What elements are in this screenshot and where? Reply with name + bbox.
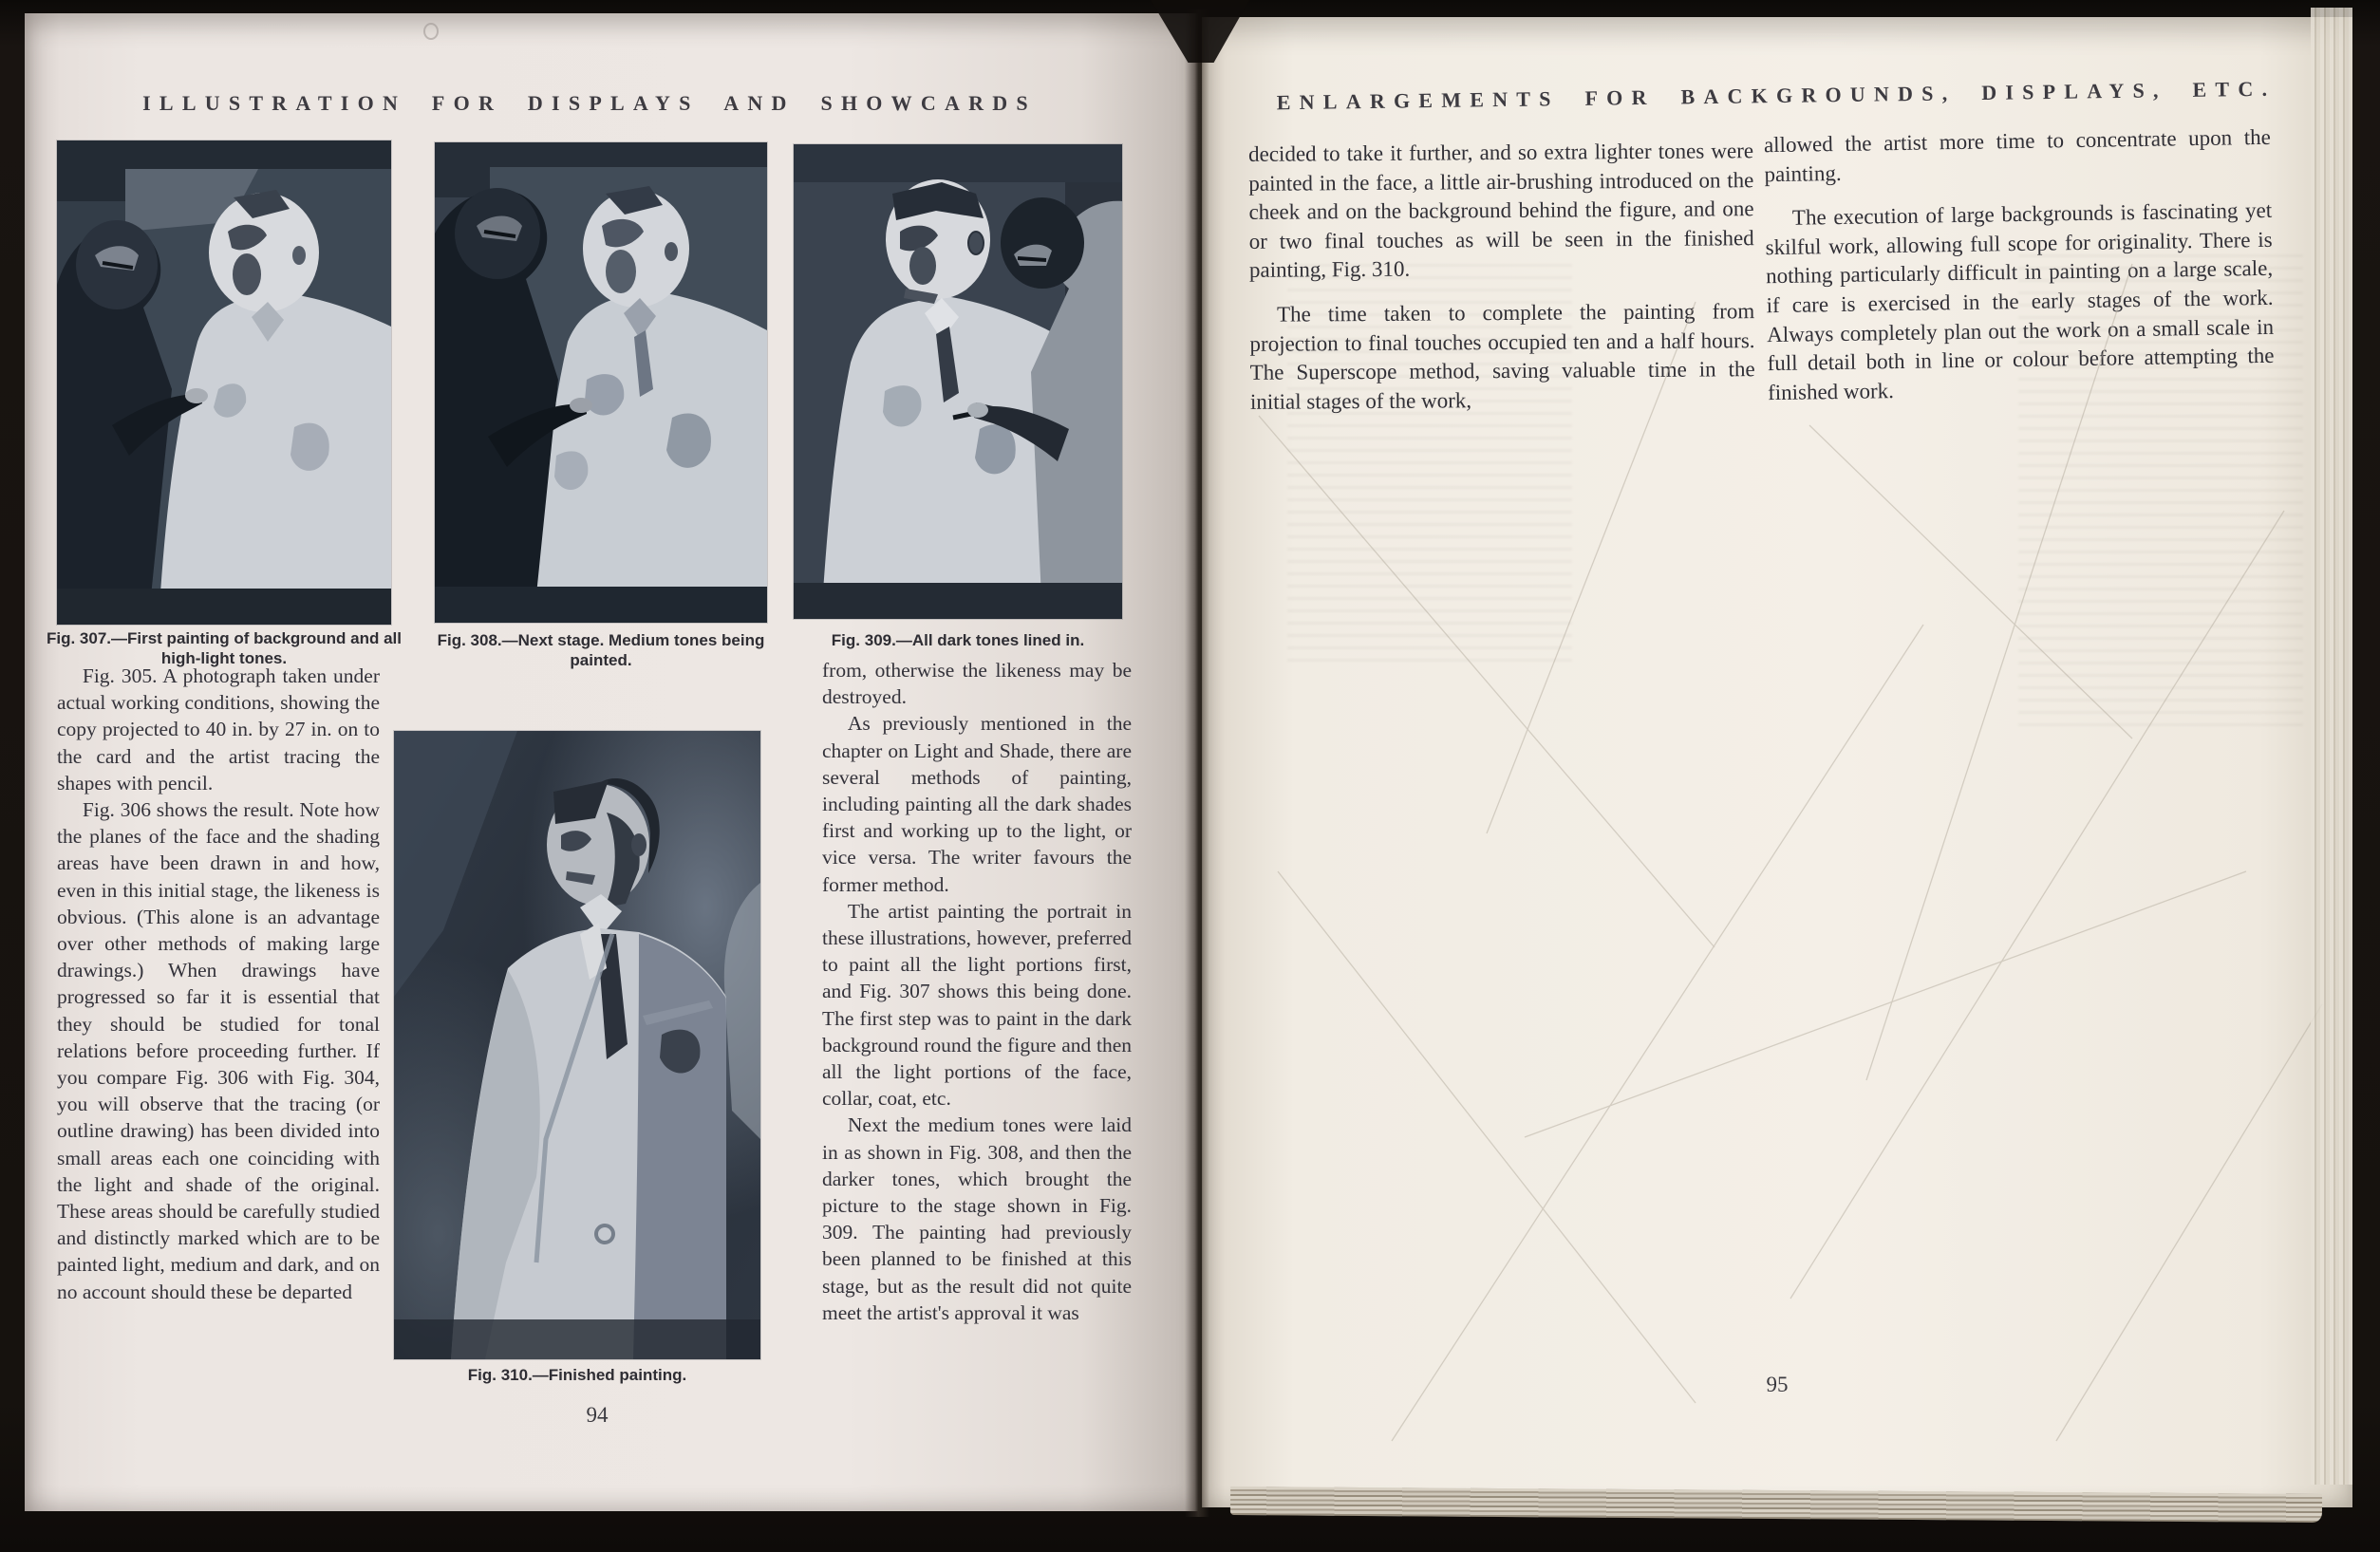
left-page-column-left [57,663,380,1305]
paragraph: As previously mentioned in the chapter on Light and Shade, there are several methods of painting, including painting all the dark shades first and working up to the light, or vice versa. The writer favours the former method. [822,712,1132,896]
figure-307-photo [57,140,391,625]
right-running-head: ENLARGEMENTS FOR BACKGROUNDS, DISPLAYS, ETC. [1276,76,2277,115]
right-page [1202,17,2352,1507]
left-page-column-right [822,657,1132,1326]
paragraph: Next the medium tones were laid in as shown in Fig. 308, and then the darker tones, which brought the picture to the stage shown in Fig. 309. The painting had previously been planned to be finished at this stage, but as the result did not quite meet the artist's approval it was [822,1113,1132,1324]
figure-310-art [394,731,760,1359]
page-fore-edge [2311,8,2352,1485]
left-page-number: 94 [586,1403,609,1427]
paragraph: decided to take it further, and so extra lighter tones were painted in the face, a little air-brushing introduced on the cheek and on the background behind the figure, and one or two final touches as will be seen in the finished painting, Fig. 310. [1248,139,1754,283]
gutter-crease [1185,9,1209,1517]
paragraph: Fig. 306 shows the result. Note how the planes of the face and the shading areas have been drawn in and how, even in this initial stage, the likeness is obvious. (This alone is an advantage over other methods of making large drawings.) When drawings have progressed so far it is essential that they should be studied for tonal relations before proceeding further. If you compare Fig. 306 with Fig. 304, you will observe that the tracing (or outline drawing) has been divided into small areas each one coinciding with the light and shade of the original. These areas should be carefully studied and distinctly marked which are to be painted light, medium and dark, and on no account should these be departed [57,798,380,1303]
show-through-text [1287,264,1572,663]
show-through-text [2018,254,2303,729]
paragraph: Fig. 305. A photograph taken under actual working conditions, showing the copy projected to 40 in. by 27 in. on to the card and the artist tracing the shapes with pencil. [57,664,380,795]
figure-310-photo [394,731,760,1359]
paragraph: The time taken to complete the painting from projection to final touches occupied ten and a half hours. The Superscope method, saving valuable time in the initial stages of the work, [1249,299,1755,414]
figure-308-photo [435,142,767,623]
paragraph: from, otherwise the likeness may be destroyed. [822,659,1132,709]
figure-309-photo [794,144,1122,619]
figure-310-caption: Fig. 310.—Finished painting. [467,1366,687,1384]
figure-307-art [57,140,391,625]
figure-307-caption: Fig. 307.—First painting of background and all high-light tones. [46,629,403,667]
right-page-number: 95 [1766,1373,1789,1396]
paper-blemish [423,23,439,40]
figure-308-caption: Fig. 308.—Next stage. Medium tones being painted. [437,631,765,669]
paragraph: The execution of large backgrounds is fascinating yet skilful work, allowing full scope for originality. There is nothing particularly difficult in painting on a large scale, if care is exercised in the early stages of the work. Always completely plan out the work on a small scale in full detail both in line or colour before attempting the finished work. [1765,198,2275,404]
paragraph: The artist painting the portrait in these illustrations, however, preferred to paint all the light portions first, and Fig. 307 shows this being done. The first step was to paint in the dark background round the figure and then all the light portions of the face, collar, coat, etc. [822,899,1132,1111]
paragraph: allowed the artist more time to concentrate upon the painting. [1763,124,2272,186]
figure-309-art [794,144,1122,619]
figure-308-art [435,142,767,623]
left-running-head: ILLUSTRATION FOR DISPLAYS AND SHOWCARDS [142,91,1037,115]
left-page [25,13,1198,1511]
figure-309-caption: Fig. 309.—All dark tones lined in. [831,631,1085,649]
